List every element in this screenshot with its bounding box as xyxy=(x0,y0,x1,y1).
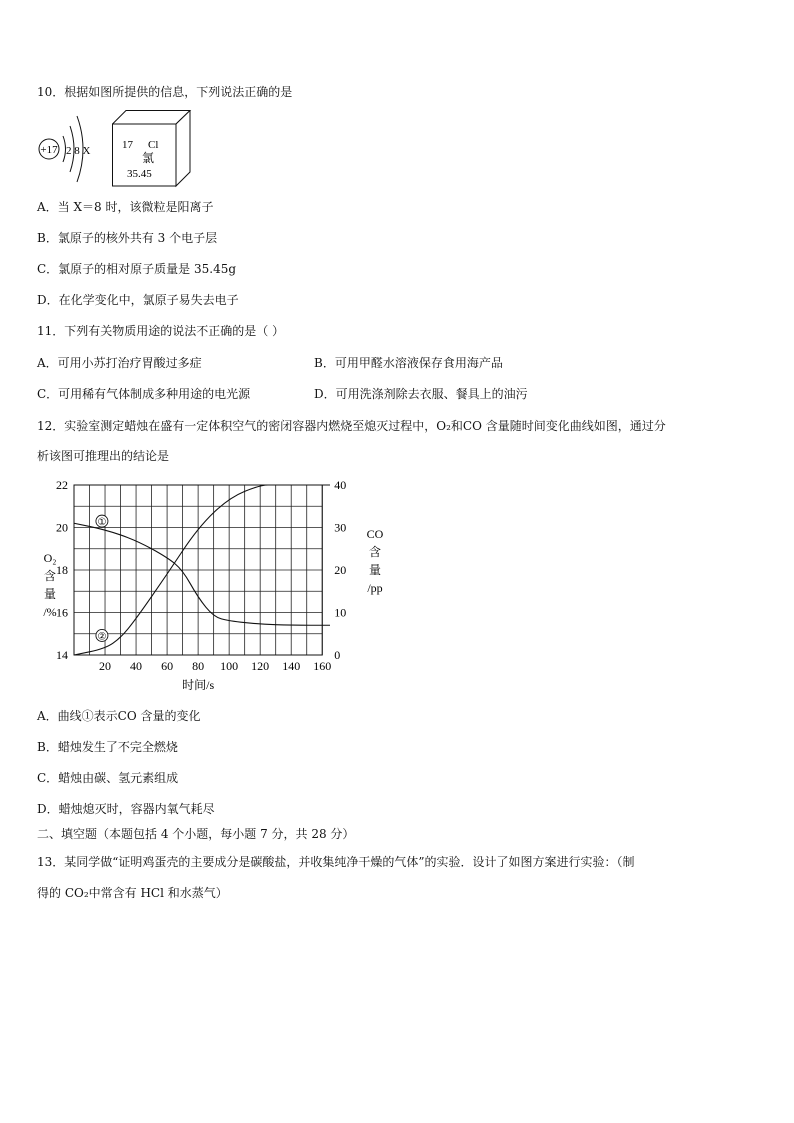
section-heading: 二、填空题（本题包括 4 个小题，每小题 7 分，共 28 分） xyxy=(37,827,355,841)
element-symbol: Cl xyxy=(148,139,159,151)
y-right-tick-label: 0 xyxy=(334,648,341,662)
y-left-axis-label: O₂ xyxy=(43,551,57,565)
q12-option-b: B．蜡烛发生了不完全燃烧 xyxy=(37,740,178,754)
atomic-number: 17 xyxy=(122,139,133,151)
chart-grid xyxy=(74,485,322,655)
y-left-tick-label: 18 xyxy=(56,563,68,577)
x-tick-label: 80 xyxy=(192,659,205,673)
y-right-tick-label: 20 xyxy=(334,563,347,577)
q12-option-c: C．蜡烛由碳、氢元素组成 xyxy=(37,771,179,785)
q12-stem-line2: 析该图可推理出的结论是 xyxy=(37,449,170,463)
q10-stem: 10．根据如图所提供的信息，下列说法正确的是 xyxy=(37,85,293,99)
o2-co-content-chart xyxy=(30,480,410,700)
y-right-axis-label: CO xyxy=(366,527,384,541)
q11-option-a: A．可用小苏打治疗胃酸过多症 xyxy=(37,356,202,370)
periodic-element-card xyxy=(112,110,192,188)
q10-option-d: D．在化学变化中，氯原子易失去电子 xyxy=(37,293,239,307)
q12-stem-line1: 12．实验室测定蜡烛在盛有一定体积空气的密闭容器内燃烧至熄灭过程中，O₂和CO 含量随时间变化曲线如图，通过分 xyxy=(37,419,666,433)
x-tick-label: 20 xyxy=(99,659,112,673)
y-right-tick-label: 40 xyxy=(334,480,347,492)
nucleus-charge: +17 xyxy=(40,144,58,156)
x-axis-label: 时间/s xyxy=(182,678,215,692)
y-right-tick-label: 30 xyxy=(334,520,347,535)
y-left-tick-label: 20 xyxy=(56,520,68,535)
x-tick-label: 160 xyxy=(313,659,332,673)
q12-option-a: A．曲线①表示CO 含量的变化 xyxy=(37,709,201,723)
y-left-tick-label: 22 xyxy=(56,480,68,492)
series-marker-label: ② xyxy=(97,631,107,643)
chlorine-atom-structure-diagram xyxy=(36,108,100,188)
q13-line1: 13．某同学做“证明鸡蛋壳的主要成分是碳酸盐，并收集纯净干燥的气体”的实验．设计了如图方案进行实验：（制 xyxy=(37,855,635,869)
q11-option-b: B．可用甲醛水溶液保存食用海产品 xyxy=(314,356,503,370)
atomic-mass: 35.45 xyxy=(127,168,152,180)
y-right-axis-label: 量 xyxy=(368,563,382,577)
x-tick-label: 140 xyxy=(282,659,301,673)
q11-option-d: D．可用洗涤剂除去衣服、餐具上的油污 xyxy=(314,387,528,401)
q10-option-a: A．当 X＝8 时，该微粒是阳离子 xyxy=(37,200,214,214)
y-right-tick-label: 10 xyxy=(334,605,347,620)
x-tick-label: 100 xyxy=(220,659,239,673)
chart-tick-labels xyxy=(56,480,346,673)
series-marker-label: ① xyxy=(97,517,107,529)
y-right-axis-label: /pp xyxy=(367,581,383,595)
q13-line2: 得的 CO₂中常含有 HCl 和水蒸气） xyxy=(37,886,228,900)
y-left-tick-label: 14 xyxy=(56,648,68,662)
y-left-tick-label: 16 xyxy=(56,605,68,620)
q10-option-b: B．氯原子的核外共有 3 个电子层 xyxy=(37,231,218,245)
x-tick-label: 40 xyxy=(130,659,143,673)
x-tick-label: 120 xyxy=(251,659,270,673)
element-name: 氯 xyxy=(142,151,155,165)
y-left-axis-label: 含 xyxy=(43,569,57,583)
y-left-axis-label: /% xyxy=(43,605,57,619)
q10-option-c: C．氯原子的相对原子质量是 35.45g xyxy=(37,262,237,276)
q12-option-d: D．蜡烛熄灭时，容器内氧气耗尽 xyxy=(37,802,215,816)
shell-electrons: 2 8 X xyxy=(66,145,91,157)
y-left-axis-label: 量 xyxy=(43,587,57,601)
q11-stem: 11．下列有关物质用途的说法不正确的是（ ） xyxy=(37,324,285,338)
x-tick-label: 60 xyxy=(161,659,174,673)
q11-option-c: C．可用稀有气体制成多种用途的电光源 xyxy=(37,387,251,401)
y-right-axis-label: 含 xyxy=(368,545,382,559)
